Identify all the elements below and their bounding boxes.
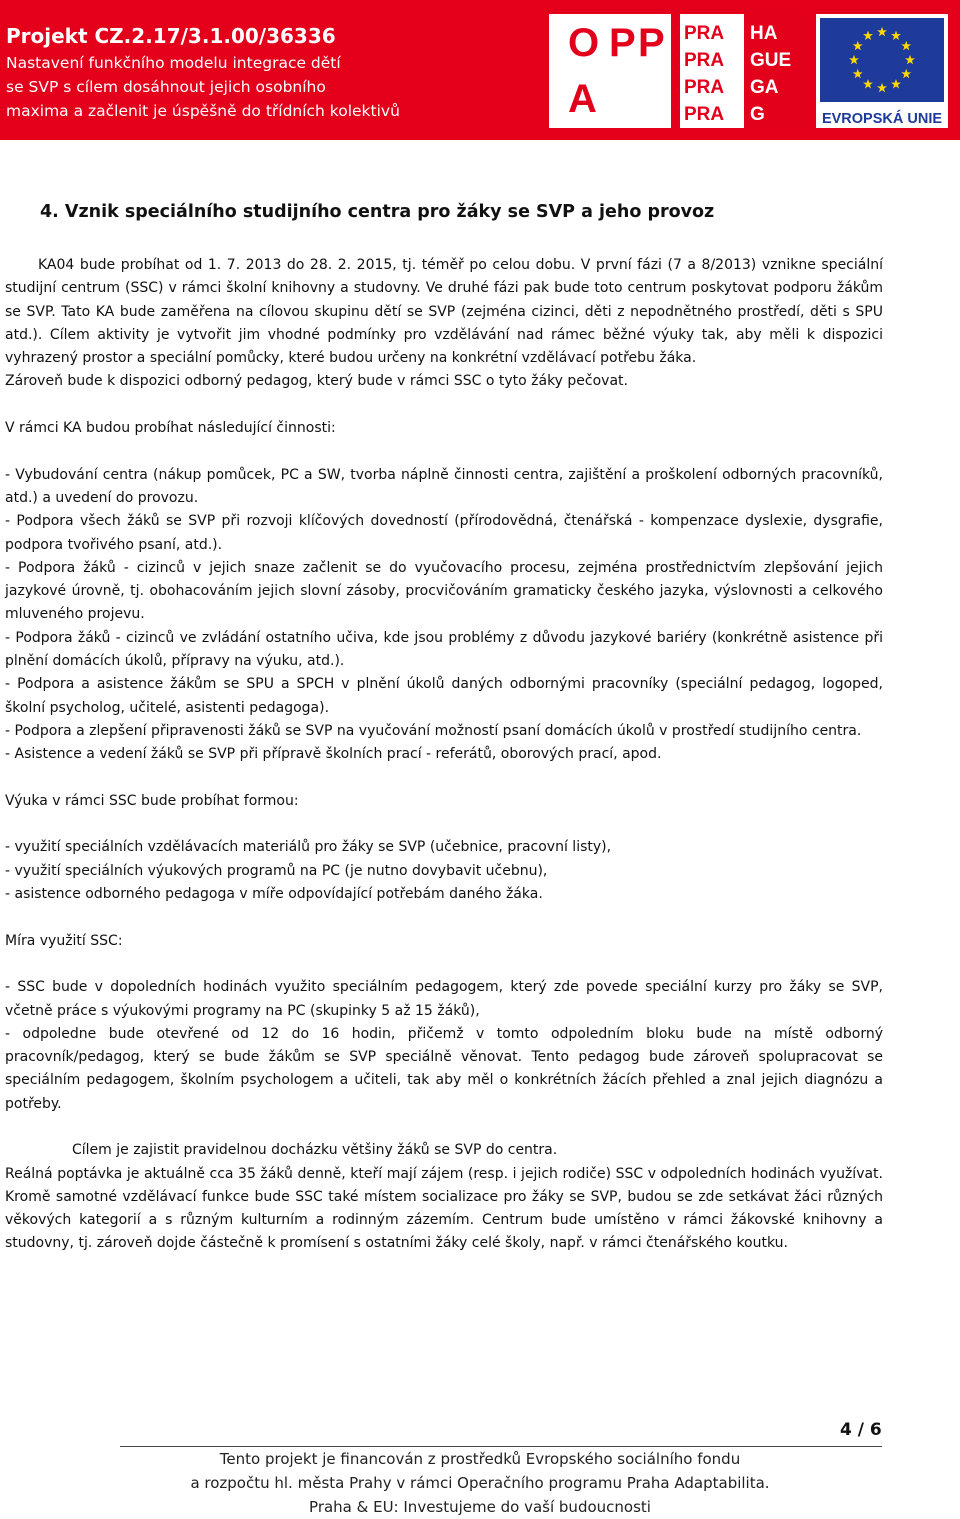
- teaching-item: - využití speciálních výukových programů na PC (je nutno dovybavit učebnu),: [5, 862, 548, 879]
- project-subtitle-line: maxima a začlenit je úspěšně do třídních kolektivů: [6, 102, 400, 120]
- activity-item: - Asistence a vedení žáků se SVP při přípravě školních prací - referátů, oborových prací, apod.: [5, 746, 662, 763]
- intro-paragraph-2: Zároveň bude k dispozici odborný pedagog, který bude v rámci SSC o tyto žáky pečovat.: [5, 373, 628, 390]
- teaching-item: - asistence odborného pedagoga v míře odpovídající potřebám daného žáka.: [5, 886, 543, 903]
- praha-logo-text: GUE: [750, 50, 792, 71]
- praha-logo-text: PRA: [684, 77, 725, 98]
- usage-title: Míra využití SSC:: [5, 932, 123, 949]
- activity-item: - Podpora a asistence žákům se SPU a SPCH v plnění úkolů daných odbornými pracovníky (speciální pedagog, logoped, školní psycholog, učitelé, asistenti pedagoga).: [5, 676, 883, 716]
- opp-letter: P: [609, 21, 636, 65]
- page-header: [0, 0, 960, 140]
- activity-item: - Podpora žáků - cizinců ve zvládání ostatního učiva, kde jsou problémy z důvodu jazykové bariéry (konkrétně asistence při plnění domácích úkolů, přípravy na výuku, atd.).: [5, 629, 883, 670]
- opp-letter: P: [638, 21, 665, 65]
- teaching-item: - využití speciálních vzdělávacích materiálů pro žáky se SVP (učebnice, pracovní listy),: [5, 839, 612, 856]
- intro-paragraph: KA04 bude probíhat od 1. 7. 2013 do 28. 2. 2015, tj. téměř po celou dobu. V první fázi (7 a 8/2013) vznikne speciální studijní centrum (SSC) v rámci školní knihovny a studovny. Ve druhé fázi pak bude toto centrum poskytovat podporu žákům se SVP. Tato KA bude zaměřena na cílovou skupinu dětí se SVP (zejména cizinci, děti z nepodnětného prostředí, děti s SPU atd.). Cílem aktivity je vytvořit jim vhodné podmínky pro vzdělávání nad rámec běžné výuky tak, aby měli k dispozici vyhrazený prostor a speciální pomůcky, které budou určeny na konkrétní vzdělávací potřebu žáka.: [5, 257, 883, 367]
- praha-logo-text: HA: [750, 23, 778, 44]
- activities-title: V rámci KA budou probíhat následující činnosti:: [5, 420, 336, 437]
- usage-item: - SSC bude v dopoledních hodinách využito speciálním pedagogem, který zde povede speciální kurzy pro žáky se SVP, včetně práce s výukovými programy na PC (skupinky 5 až 15 žáků),: [5, 979, 883, 1019]
- praha-logo-text: PRA: [684, 50, 725, 71]
- page-number: 4 / 6: [840, 1420, 882, 1440]
- teaching-title: Výuka v rámci SSC bude probíhat formou:: [5, 792, 299, 809]
- praha-logo-text: G: [750, 104, 765, 125]
- project-subtitle-line: se SVP s cílem dosáhnout jejich osobního: [6, 78, 326, 96]
- eu-caption: EVROPSKÁ UNIE: [821, 111, 943, 127]
- section-heading: 4. Vznik speciálního studijního centra pro žáky se SVP a jeho provoz: [40, 202, 715, 222]
- document-body: [5, 200, 883, 1256]
- footer-divider: [120, 1446, 882, 1447]
- footer-text-line: Tento projekt je financován z prostředků Evropského sociálního fondu: [219, 1450, 741, 1468]
- project-number: Projekt CZ.2.17/3.1.00/36336: [6, 24, 336, 48]
- project-subtitle-line: Nastavení funkčního modelu integrace dětí: [6, 54, 341, 72]
- praha-logo-text: GA: [750, 77, 779, 98]
- footer-text-line: Praha & EU: Investujeme do vaší budoucnosti: [309, 1498, 651, 1516]
- activity-item: - Vybudování centra (nákup pomůcek, PC a SW, tvorba náplně činnosti centra, zajištění a proškolení odborných pracovníků, atd.) a uvedení do provozu.: [5, 466, 883, 506]
- activity-item: - Podpora žáků - cizinců v jejich snaze začlenit se do vyučovacího procesu, zejména prostřednictvím zlepšování jejich jazykové úrovně, tj. obohacováním jejich slovní zásoby, procvičováním gramaticky českého jazyka, výslovnosti a celkového mluveného projevu.: [5, 559, 883, 623]
- goal-statement: Cílem je zajistit pravidelnou docházku většiny žáků se SVP do centra.: [72, 1142, 558, 1159]
- closing-paragraph: Reálná poptávka je aktuálně cca 35 žáků denně, kteří mají zájem (resp. i jejich rodiče) SSC v odpoledních hodinách využívat. Kromě samotné vzdělávací funkce bude SSC také místem socializace pro žáky se SVP, budou se zde setkávat žáci různých věkových kategorií a s různým kulturním a rodinným zázemím. Centrum bude umístěno v rámci žákovské knihovny a studovny, tj. zároveň dojde částečně k promísení s ostatními žáky celé školy, např. v rámci čtenářského koutku.: [5, 1165, 883, 1252]
- footer-text-line: a rozpočtu hl. města Prahy v rámci Operačního programu Praha Adaptabilita.: [190, 1474, 770, 1492]
- usage-item: - odpoledne bude otevřené od 12 do 16 hodin, přičemž v tomto odpoledním bloku bude na místě odborný pracovník/pedagog, který se bude žákům se SVP speciálně věnovat. Tento pedagog bude zároveň spolupracovat se speciálním pedagogem, školním psychologem a učiteli, tak aby měl o konkrétních žácích přehled a znal jejich diagnózu a potřeby.: [5, 1025, 883, 1112]
- opp-letter: A: [568, 77, 597, 121]
- activity-item: - Podpora všech žáků se SVP při rozvoji klíčových dovedností (přírodovědná, čtenářská - kompenzace dyslexie, dysgrafie, podpora tvořivého psaní, atd.).: [5, 513, 883, 553]
- praha-logo-text: PRA: [684, 23, 725, 44]
- opp-letter: O: [568, 21, 600, 65]
- praha-logo-text: PRA: [684, 104, 725, 125]
- activity-item: - Podpora a zlepšení připravenosti žáků se SVP na vyučování možností psaní domácích úkolů v prostředí studijního centra.: [5, 722, 862, 739]
